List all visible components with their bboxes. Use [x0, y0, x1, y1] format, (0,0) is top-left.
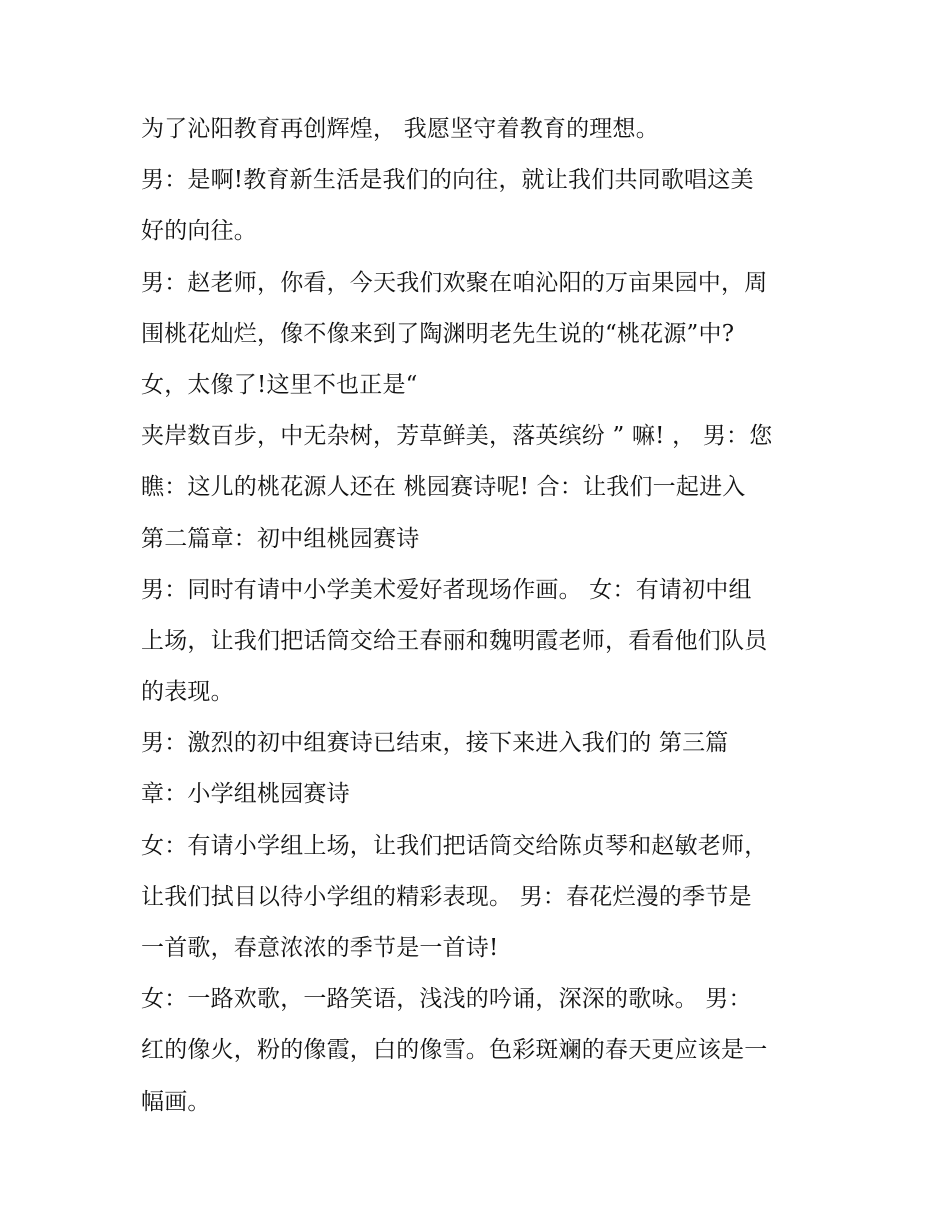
- text-line-20: 幅画。: [141, 1088, 211, 1115]
- text-line-15: 女：有请小学组上场，让我们把话筒交给陈贞琴和赵敏老师，: [141, 832, 768, 859]
- text-line-12: 的表现。: [141, 679, 234, 706]
- text-line-13: 男：激烈的初中组赛诗已结束，接下来进入我们的 第三篇: [141, 730, 729, 757]
- text-line-2: 男：是啊!教育新生活是我们的向往，就让我们共同歌唱这美: [141, 167, 754, 194]
- text-line-16: 让我们拭目以待小学组的精彩表现。 男：春花烂漫的季节是: [141, 883, 752, 910]
- text-line-7: 夹岸数百步，中无杂树，芳草鲜美，落英缤纷 ” 嘛! ， 男：您: [141, 423, 773, 450]
- text-line-18: 女：一路欢歌，一路笑语，浅浅的吟诵，深深的歌咏。 男：: [141, 986, 752, 1013]
- text-line-4: 男：赵老师，你看，今天我们欢聚在咱沁阳的万亩果园中，周: [141, 269, 768, 296]
- text-line-14: 章：小学组桃园赛诗: [141, 781, 350, 808]
- document-body: [141, 104, 831, 1128]
- text-line-11: 上场，让我们把话筒交给王春丽和魏明霞老师，看看他们队员: [141, 627, 768, 654]
- text-line-9: 第二篇章：初中组桃园赛诗: [141, 525, 420, 552]
- text-line-3: 好的向往。: [141, 218, 257, 245]
- text-line-8: 瞧：这儿的桃花源人还在 桃园赛诗呢! 合：让我们一起进入: [141, 474, 746, 501]
- text-line-19: 红的像火，粉的像霞，白的像雪。色彩斑斓的春天更应该是一: [141, 1037, 768, 1064]
- text-line-1: 为了沁阳教育再创辉煌， 我愿坚守着教育的理想。: [141, 116, 659, 142]
- text-line-6: 女，太像了!这里不也正是“: [141, 371, 418, 398]
- text-line-10: 男：同时有请中小学美术爱好者现场作画。 女：有请初中组: [141, 576, 752, 603]
- text-line-5: 围桃花灿烂，像不像来到了陶渊明老先生说的“桃花源”中?: [141, 320, 735, 347]
- text-line-17: 一首歌，春意浓浓的季节是一首诗!: [141, 935, 499, 961]
